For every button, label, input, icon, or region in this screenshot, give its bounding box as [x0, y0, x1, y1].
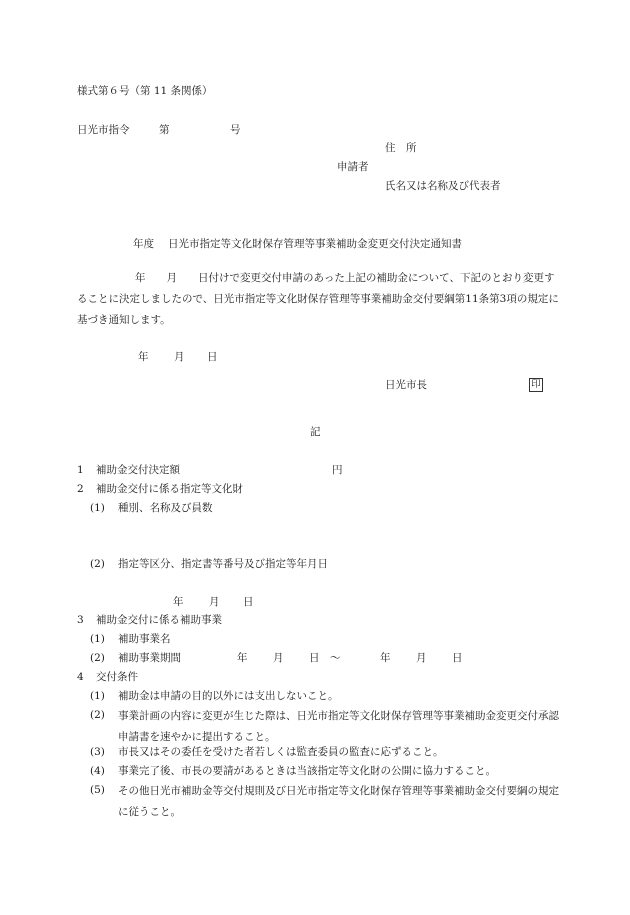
applicant-label: 申請者	[337, 161, 369, 173]
date-year: 年	[138, 351, 149, 363]
name-label: 氏名又は名称及び代表者	[385, 180, 501, 192]
condition-2-num: (2)	[90, 709, 105, 721]
item1-num: 1	[77, 464, 84, 476]
item4-label: 交付条件	[96, 671, 138, 683]
condition-4-num: (4)	[90, 765, 105, 777]
document-title: 日光市指定等文化財保存管理等事業補助金変更交付決定通知書	[168, 238, 462, 250]
period-start-day: 日	[309, 652, 320, 664]
body-paragraph: 年 月 日付けで変更交付申請のあった上記の補助金について、下記のとおり変更することに決定しましたので、日光市指定等文化財保存管理等事業補助金交付要綱第11条第3項の規定に基づき通知します。	[77, 272, 559, 326]
item2-num: 2	[77, 483, 84, 495]
title-year: 年度	[133, 238, 154, 250]
ki-heading: 記	[310, 426, 321, 438]
mayor-label: 日光市長	[385, 379, 427, 391]
item2-sub1-label: 種別、名称及び員数	[118, 502, 213, 514]
item3-sub2-num: (2)	[90, 652, 105, 664]
ref-dai: 第	[159, 124, 170, 136]
seal-mark: 印	[529, 378, 543, 392]
condition-1-text: 補助金は申請の目的以外には支出しないこと。	[118, 690, 339, 702]
condition-1-num: (1)	[90, 690, 105, 702]
condition-5-text: その他日光市補助金等交付規則及び日光市指定等文化財保存管理等事業補助金交付要綱の規定に従うこと。	[118, 785, 559, 818]
ref-go: 号	[230, 124, 241, 136]
form-label: 様式第６号（第 11 条関係）	[77, 85, 213, 97]
item3-sub1-label: 補助事業名	[118, 633, 171, 645]
item2-label: 補助金交付に係る指定等文化財	[96, 483, 243, 495]
item3-label: 補助金交付に係る補助事業	[96, 614, 222, 626]
item3-sub1-num: (1)	[90, 633, 105, 645]
item1-label: 補助金交付決定額	[96, 464, 180, 476]
period-tilde: ～	[330, 652, 341, 664]
condition-2-text: 事業計画の内容に変更が生じた際は、日光市指定等文化財保存管理等事業補助金変更交付承認申請書を速やかに提出すること。	[118, 710, 559, 743]
period-start-year: 年	[237, 652, 248, 664]
item3-sub2-label: 補助事業期間	[118, 652, 181, 664]
item2-sub1-num: (1)	[90, 502, 105, 514]
item3-num: 3	[77, 614, 84, 626]
designation-date-month: 月	[209, 596, 220, 608]
condition-5-num: (5)	[90, 784, 105, 796]
item1-unit: 円	[332, 464, 343, 476]
designation-date-day: 日	[243, 596, 254, 608]
condition-4-text: 事業完了後、市長の要請があるときは当該指定等文化財の公開に協力すること。	[118, 765, 496, 777]
period-end-year: 年	[380, 652, 391, 664]
ref-prefix: 日光市指令	[77, 124, 130, 136]
condition-3-text: 市長又はその委任を受けた者若しくは監査委員の監査に応ずること。	[118, 746, 444, 758]
date-day: 日	[207, 351, 218, 363]
condition-3-num: (3)	[90, 746, 105, 758]
period-end-month: 月	[416, 652, 427, 664]
item2-sub2-label: 指定等区分、指定書等番号及び指定等年月日	[118, 558, 328, 570]
period-start-month: 月	[273, 652, 284, 664]
address-label: 住 所	[385, 142, 417, 154]
item4-num: 4	[77, 671, 84, 683]
date-month: 月	[174, 351, 185, 363]
period-end-day: 日	[452, 652, 463, 664]
item2-sub2-num: (2)	[90, 558, 105, 570]
designation-date-year: 年	[173, 596, 184, 608]
